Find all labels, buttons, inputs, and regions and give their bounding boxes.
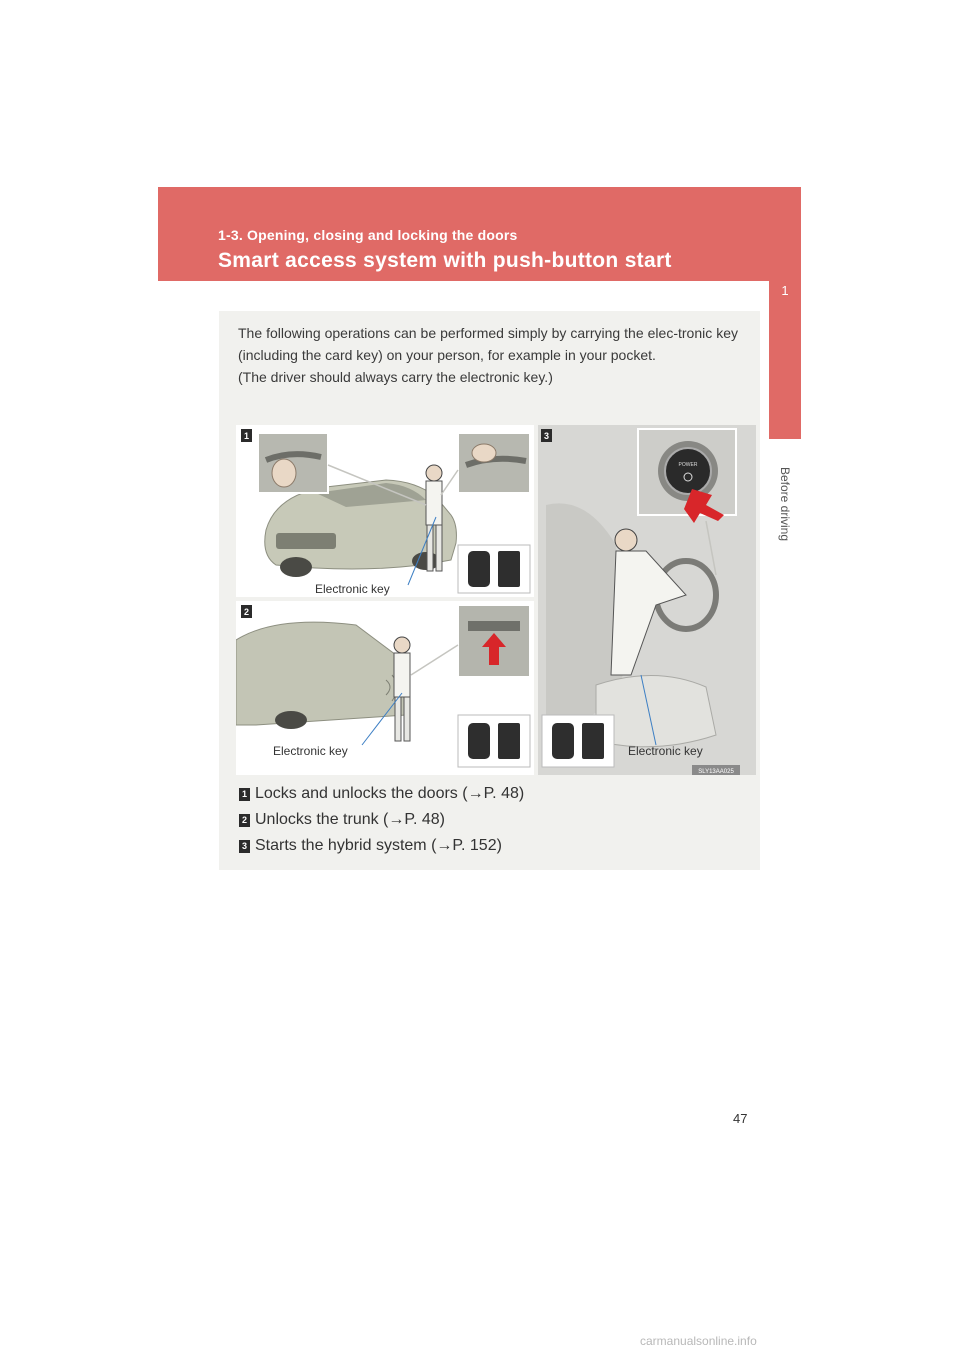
list-item (239, 781, 749, 807)
electronic-key-label-1: Electronic key (315, 582, 390, 596)
key-fob-pair-1 (458, 545, 530, 593)
panel-2-number: 2 (243, 607, 250, 617)
list-item-text: Locks and unlocks the doors (→P. 48) (255, 785, 525, 802)
chapter-label-text: Before driving (778, 466, 793, 542)
trunk-inset (458, 605, 530, 677)
list-number-badge: 2 (239, 814, 250, 827)
panel-1-number: 1 (243, 431, 250, 441)
electronic-key-label-2: Electronic key (273, 744, 348, 758)
chapter-tab[interactable] (769, 187, 801, 439)
key-fob-pair-3 (542, 715, 614, 767)
operations-list (239, 781, 749, 859)
chapter-number: 1 (781, 283, 789, 298)
list-item-text: Starts the hybrid system (→P. 152) (255, 837, 502, 854)
list-number-badge: 3 (239, 840, 250, 853)
panel-3-number: 3 (543, 431, 550, 441)
intro-text (238, 322, 738, 388)
list-number-badge: 1 (239, 788, 250, 801)
header-band (158, 187, 801, 281)
door-handle-inset-left (258, 433, 328, 493)
page-title: Smart access system with push-button start (218, 249, 672, 272)
electronic-key-label-3: Electronic key (628, 744, 703, 758)
chapter-label (771, 454, 799, 554)
intro-note: (The driver should always carry the electronic key.) (238, 369, 553, 385)
list-item-text: Unlocks the trunk (→P. 48) (255, 811, 446, 828)
intro-paragraph: The following operations can be performed simply by carrying the elec-tronic key (including the card key) on your person, for example in your pocket. (238, 325, 738, 363)
page-number: 47 (733, 1111, 748, 1126)
watermark[interactable]: carmanualsonline.info (640, 1334, 757, 1348)
power-button-inset (638, 429, 736, 523)
list-item (239, 807, 749, 833)
list-item (239, 833, 749, 859)
smart-access-illustration (236, 425, 756, 775)
section-label: 1-3. Opening, closing and locking the doors (218, 227, 518, 243)
door-handle-inset-right (458, 433, 530, 493)
power-button-label: POWER (678, 462, 698, 468)
content-box (219, 311, 760, 870)
key-fob-pair-2 (458, 715, 530, 767)
illustration-code: SLY13AA025 (698, 769, 734, 775)
